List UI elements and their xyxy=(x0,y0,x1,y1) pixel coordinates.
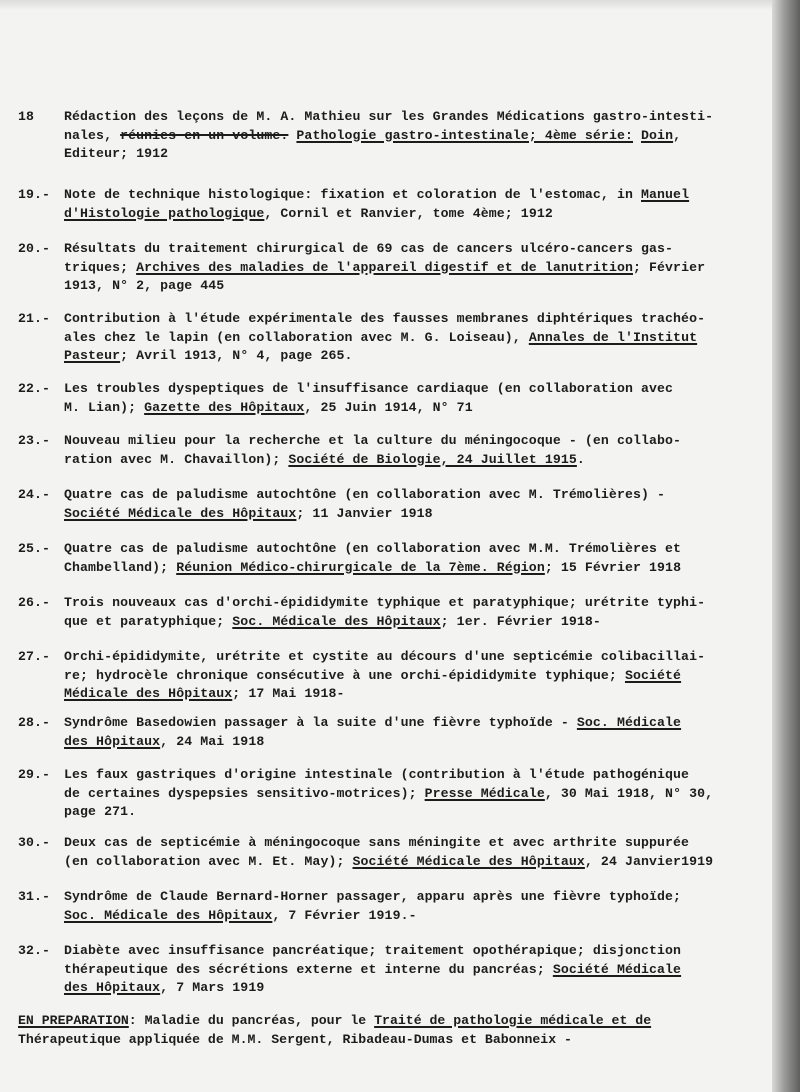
entry-32 xyxy=(18,942,758,998)
underlined-reference: Société de Biologie, 24 Juillet 1915 xyxy=(288,451,577,467)
page-top-shadow xyxy=(0,0,772,10)
text-run: Deux cas de septicémie à méningocoque sans méningite et avec arthrite suppurée xyxy=(64,835,690,850)
entry-number: 19.- xyxy=(18,187,51,202)
text-run: , 7 Février 1919.- xyxy=(272,907,417,923)
underlined-reference: Société xyxy=(624,667,682,683)
text-line xyxy=(64,205,758,224)
entry-number: 21.- xyxy=(18,311,51,326)
entry-31 xyxy=(18,888,758,925)
text-line xyxy=(18,1012,758,1031)
text-run: , 30 Mai 1918, N° 30, xyxy=(544,785,714,801)
entry-30 xyxy=(18,834,758,871)
struck-text: réunies en un volume. xyxy=(120,127,289,143)
text-line xyxy=(64,186,758,205)
text-run: , Cornil et Ranvier, tome 4ème; 1912 xyxy=(264,205,553,221)
text-run: page 271. xyxy=(64,804,137,819)
text-run: ; Février xyxy=(632,259,706,275)
entry-number: 22.- xyxy=(18,381,51,396)
text-run: Les troubles dyspeptiques de l'insuffisance cardiaque (en collaboration avec xyxy=(64,381,674,396)
underlined-reference: Pathologie gastro-intestinale; 4ème série: xyxy=(296,127,634,143)
text-line xyxy=(64,594,758,613)
entry-text xyxy=(64,240,758,296)
text-line xyxy=(64,486,758,505)
text-line xyxy=(64,145,758,164)
entry-number: 20.- xyxy=(18,241,51,256)
text-line xyxy=(64,310,758,329)
entry-text xyxy=(64,380,758,417)
text-line xyxy=(64,766,758,785)
entry-25 xyxy=(18,540,758,577)
entry-text xyxy=(64,310,758,366)
entry-28 xyxy=(18,714,758,751)
entry-number: 24.- xyxy=(18,487,51,502)
entry-number: 29.- xyxy=(18,767,51,782)
underlined-reference: Pasteur xyxy=(64,348,121,363)
entry-27 xyxy=(18,648,758,704)
underlined-reference: Doin xyxy=(641,127,674,143)
entry-24 xyxy=(18,486,758,523)
entry-text xyxy=(64,834,758,871)
underlined-reference: Soc. Médicale xyxy=(576,715,682,730)
text-line xyxy=(64,127,758,146)
underlined-reference: Société Médicale des Hôpitaux xyxy=(64,505,297,521)
page-edge-shadow xyxy=(772,0,800,1092)
text-line xyxy=(64,853,758,872)
underlined-reference: Société Médicale des Hôpitaux xyxy=(352,853,585,869)
text-run: M. Lian); xyxy=(64,399,145,415)
text-line xyxy=(64,888,758,907)
entry-text xyxy=(64,648,758,704)
text-run: Contribution à l'étude expérimentale des fausses membranes diphtériques trachéo- xyxy=(64,311,706,326)
text-run: ; Avril 1913, N° 4, page 265. xyxy=(120,348,353,363)
text-line xyxy=(64,648,758,667)
entry-19 xyxy=(18,186,758,223)
text-run: , 24 Janvier1919 xyxy=(584,853,714,869)
underlined-reference: d'Histologie pathologique xyxy=(64,205,265,221)
text-line xyxy=(64,505,758,524)
text-line xyxy=(64,685,758,704)
underlined-reference: Annales de l'Institut xyxy=(528,329,698,345)
entry-22 xyxy=(18,380,758,417)
text-run: , 7 Mars 1919 xyxy=(160,980,265,995)
entry-text xyxy=(64,594,758,631)
text-line xyxy=(64,942,758,961)
entry-26 xyxy=(18,594,758,631)
text-run: Quatre cas de paludisme autochtône (en collaboration avec M. Trémolières) - xyxy=(64,487,666,502)
text-run: Thérapeutique appliquée de M.M. Sergent, Ribadeau-Dumas et Babonneix - xyxy=(18,1031,572,1047)
text-run: ; 11 Janvier 1918 xyxy=(296,505,433,521)
text-line xyxy=(64,329,758,348)
text-run: , 24 Mai 1918 xyxy=(160,733,265,749)
underlined-reference: Archives des maladies de l'appareil digestif et de lanutrition xyxy=(136,259,633,275)
entry-number: 25.- xyxy=(18,541,51,556)
entry-number: 27.- xyxy=(18,649,51,664)
text-run: ales chez le lapin (en collaboration avec M. G. Loiseau), xyxy=(64,329,529,345)
underlined-reference: Médicale des Hôpitaux xyxy=(64,686,233,701)
text-run: Quatre cas de paludisme autochtône (en collaboration avec M.M. Trémolières et xyxy=(64,541,682,556)
underlined-reference: Traité de pathologie médicale et de xyxy=(374,1013,652,1028)
entry-18 xyxy=(18,108,758,164)
text-run: ration avec M. Chavaillon); xyxy=(64,451,289,467)
text-line xyxy=(64,259,758,278)
text-run: Editeur; 1912 xyxy=(64,146,169,161)
underlined-reference: des Hôpitaux xyxy=(64,733,161,749)
text-run: de certaines dyspepsies sensitivo-motrices); xyxy=(64,785,425,801)
text-run: , 25 Juin 1914, N° 71 xyxy=(304,399,473,415)
text-run: (en collaboration avec M. Et. May); xyxy=(64,853,353,869)
underlined-reference: Soc. Médicale des Hôpitaux xyxy=(64,907,273,923)
entry-text xyxy=(64,432,758,469)
entry-number: 23.- xyxy=(18,433,51,448)
text-line xyxy=(64,399,758,418)
text-run: Orchi-épididymite, urétrite et cystite au décours d'une septicémie colibacillai- xyxy=(64,649,706,664)
entry-text xyxy=(64,108,758,164)
entry-text xyxy=(64,540,758,577)
text-run xyxy=(633,128,641,143)
text-run: que et paratyphique; xyxy=(64,613,233,629)
entry-20 xyxy=(18,240,758,296)
entry-number: 31.- xyxy=(18,889,51,904)
text-run: nales, xyxy=(64,127,121,143)
text-line xyxy=(64,613,758,632)
underlined-reference: Gazette des Hôpitaux xyxy=(144,399,305,415)
underlined-reference: des Hôpitaux xyxy=(64,980,161,995)
entry-number: 28.- xyxy=(18,715,51,730)
entry-21 xyxy=(18,310,758,366)
text-run: Nouveau milieu pour la recherche et la culture du méningocoque - (en collabo- xyxy=(64,433,682,448)
text-line xyxy=(64,667,758,686)
underlined-reference: Soc. Médicale des Hôpitaux xyxy=(232,613,441,629)
text-run: Résultats du traitement chirurgical de 69 cas de cancers ulcéro-cancers gas- xyxy=(64,241,674,256)
text-line xyxy=(64,803,758,822)
underlined-reference: Presse Médicale xyxy=(424,785,545,801)
text-run: Les faux gastriques d'origine intestinale (contribution à l'étude pathogénique xyxy=(64,767,690,782)
entry-number: 18 xyxy=(18,109,35,124)
text-line xyxy=(64,240,758,259)
entry-number: 30.- xyxy=(18,835,51,850)
entry-29 xyxy=(18,766,758,822)
text-run: 1913, N° 2, page 445 xyxy=(64,278,225,293)
text-line xyxy=(64,380,758,399)
text-run: Chambelland); xyxy=(64,559,177,575)
text-run: . xyxy=(576,451,585,467)
text-line xyxy=(64,432,758,451)
text-line xyxy=(64,451,758,470)
entry-text xyxy=(64,486,758,523)
underlined-reference: Manuel xyxy=(641,187,690,202)
entry-23 xyxy=(18,432,758,469)
text-run: : Maladie du pancréas, pour le xyxy=(128,1013,375,1028)
text-line xyxy=(64,347,758,366)
entry-text xyxy=(64,766,758,822)
entry-text xyxy=(64,942,758,998)
text-run: , xyxy=(673,127,682,143)
text-line xyxy=(64,540,758,559)
in-preparation-note xyxy=(18,1012,758,1049)
entry-number: 26.- xyxy=(18,595,51,610)
underlined-reference: Société Médicale xyxy=(552,961,682,977)
text-run: ; 17 Mai 1918- xyxy=(232,686,345,701)
text-run: re; hydrocèle chronique consécutive à une orchi-épididymite typhique; xyxy=(64,667,625,683)
text-line xyxy=(64,277,758,296)
text-line xyxy=(64,733,758,752)
text-line xyxy=(64,785,758,804)
text-run: Rédaction des leçons de M. A. Mathieu sur les Grandes Médications gastro-intesti- xyxy=(64,109,714,124)
underlined-reference: Réunion Médico-chirurgicale de la 7ème. Région xyxy=(176,559,545,575)
text-line xyxy=(64,108,758,127)
text-run: triques; xyxy=(64,259,137,275)
entry-text xyxy=(64,888,758,925)
underlined-reference: EN PREPARATION xyxy=(18,1013,129,1028)
entry-number: 32.- xyxy=(18,943,51,958)
entry-text xyxy=(64,714,758,751)
text-run: Syndrôme de Claude Bernard-Horner passager, apparu après une fièvre typhoïde; xyxy=(64,889,682,904)
text-run: Syndrôme Basedowien passager à la suite d'une fièvre typhoïde - xyxy=(64,715,577,730)
text-run: Diabète avec insuffisance pancréatique; traitement opothérapique; disjonction xyxy=(64,943,682,958)
text-run: ; 1er. Février 1918- xyxy=(440,613,601,629)
text-line xyxy=(64,961,758,980)
text-line xyxy=(64,979,758,998)
text-line xyxy=(64,907,758,926)
text-line xyxy=(64,559,758,578)
entry-text xyxy=(64,186,758,223)
text-run: Trois nouveaux cas d'orchi-épididymite typhique et paratyphique; urétrite typhi- xyxy=(64,595,706,610)
text-line xyxy=(18,1031,758,1050)
text-line xyxy=(64,834,758,853)
text-run: thérapeutique des sécrétions externe et interne du pancréas; xyxy=(64,961,553,977)
text-run: Note de technique histologique: fixation et coloration de l'estomac, in xyxy=(64,187,641,202)
text-line xyxy=(64,714,758,733)
text-run: ; 15 Février 1918 xyxy=(544,559,682,575)
